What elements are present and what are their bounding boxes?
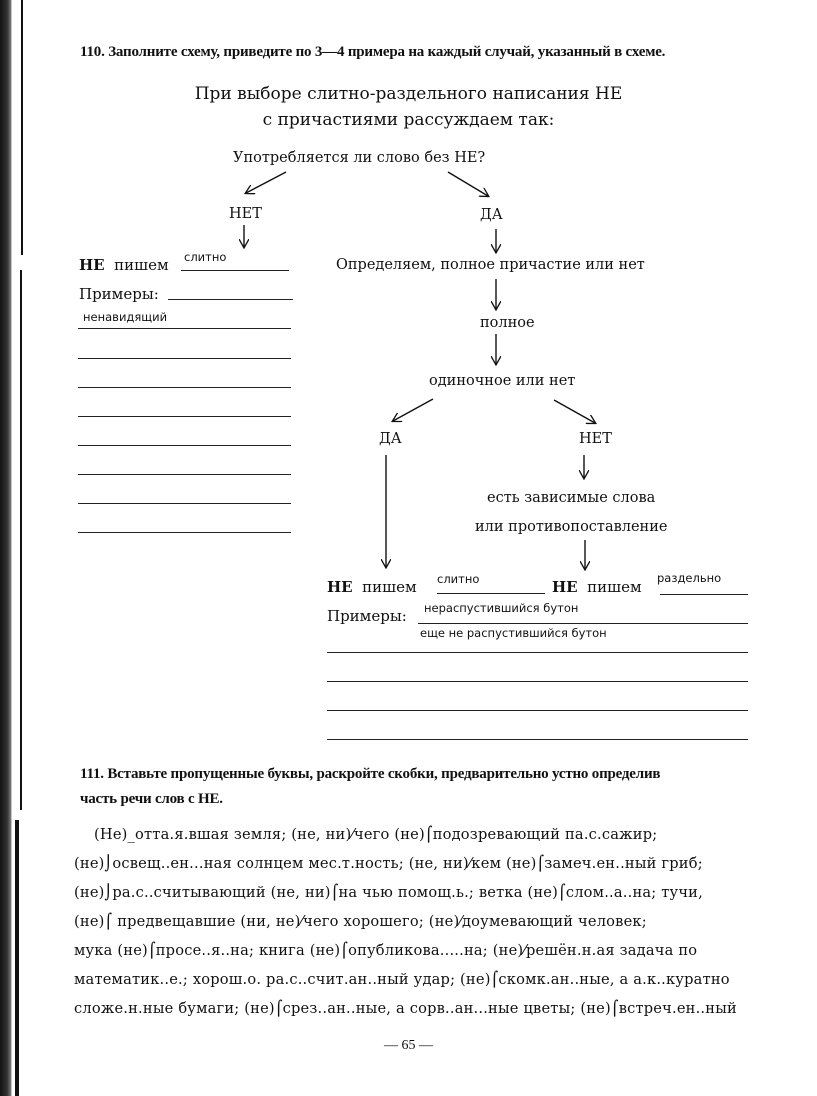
right-examples-label: Примеры: [327,607,407,625]
arrow-down-right-icon [554,400,595,423]
step-determine-full: Определяем, полное причастие или нет [336,257,645,273]
answer-line [437,593,545,594]
exercise-line-1[interactable]: (Не)_отта.я.вшая земля; (не, ни)⁄чего (не)⌠подозревающий па.с.сажир; [94,826,658,843]
left-example-1[interactable]: ненавидящий [83,310,168,324]
ne-label: НЕ [79,256,105,274]
answer-line [418,623,748,624]
task-111-heading-line1 [80,766,660,783]
answer-line [78,328,291,329]
exercise-line-2[interactable]: (не)⌡освещ..ен...ная солнцем мес.т.ность; (не, ни)⁄кем (не)⌠замеч.ен..ный гриб; [74,855,703,872]
answer-line [327,739,748,740]
answer-line [78,474,291,475]
task-instruction: Вставьте пропущенные буквы, раскройте скобки, предварительно устно определив [107,766,661,782]
answer-line [78,416,291,417]
left-write-value[interactable]: слитно [184,250,227,264]
answer-line [660,594,748,595]
scheme-title-line2: с причастиями рассуждаем так: [262,110,555,130]
answer-line [327,681,748,682]
answer-line [327,710,748,711]
answer-line [78,387,291,388]
ne-label: НЕ [327,578,353,596]
right-answer-yes: ДА [480,207,503,223]
write-label: пишем [114,256,169,274]
task-number: 110. [80,44,105,60]
answer-line [78,532,291,533]
left-examples-label: Примеры: [79,285,159,303]
sub-no-write-label [552,578,642,596]
left-write-label [79,256,169,274]
task-111-heading-line2: часть речи слов с НЕ. [80,791,223,807]
scheme-question: Употребляется ли слово без НЕ? [233,150,486,166]
sub-answer-yes: ДА [379,431,402,447]
answer-line [168,299,293,300]
step-single: одиночное или нет [429,373,576,389]
scheme-title-line1: При выборе слитно-раздельного написания НЕ [194,84,623,104]
condition-line2: или противопоставление [475,519,668,535]
ne-label: НЕ [552,578,578,596]
task-number: 111. [80,766,104,782]
answer-line [78,358,291,359]
answer-line [78,503,291,504]
right-example-2[interactable]: еще не распустившийся бутон [420,626,607,640]
step-full: полное [480,315,535,331]
arrow-down-right-icon [448,172,488,196]
left-answer-no: НЕТ [229,206,262,222]
answer-line [327,652,748,653]
sub-answer-no: НЕТ [579,431,612,447]
exercise-line-4[interactable]: (не)⌠ предвещавшие (ни, не)⁄чего хорошего; (не)⁄доумевающий человек; [74,913,647,930]
arrow-down-left-icon [246,172,286,193]
write-label: пишем [587,578,642,596]
page-number: — 65 — [384,1038,433,1053]
task-instruction: Заполните схему, приведите по 3—4 примера на каждый случай, указанный в схеме. [108,44,666,60]
exercise-line-5[interactable]: мука (не)⌠просе..я..на; книга (не)⌠опубликова.....на; (не)⁄решён.н.ая задача по [74,942,698,959]
exercise-line-7[interactable]: сложе.н.ные бумаги; (не)⌠срез..ан..ные, а сорв..ан...ные цветы; (не)⌠встреч.ен..ный [74,1000,737,1017]
write-label: пишем [362,578,417,596]
sub-yes-write-label [327,578,417,596]
exercise-line-3[interactable]: (не)⌡ра.с..считывающий (не, ни)⌠на чью помощ.ь.; ветка (не)⌠слом..а..на; тучи, [74,884,703,901]
condition-line1: есть зависимые слова [487,490,656,506]
answer-line [78,445,291,446]
exercise-line-6[interactable]: математик..е.; хорош.о. ра.с..счит.ан..ный удар; (не)⌠скомк.ан..ные, а а.к..куратно [74,971,730,988]
right-example-1[interactable]: нераспустившийся бутон [424,601,579,615]
sub-no-write-value[interactable]: раздельно [657,571,722,585]
arrow-down-left-icon [393,399,433,421]
sub-yes-write-value[interactable]: слитно [437,572,480,586]
answer-line [181,270,289,271]
